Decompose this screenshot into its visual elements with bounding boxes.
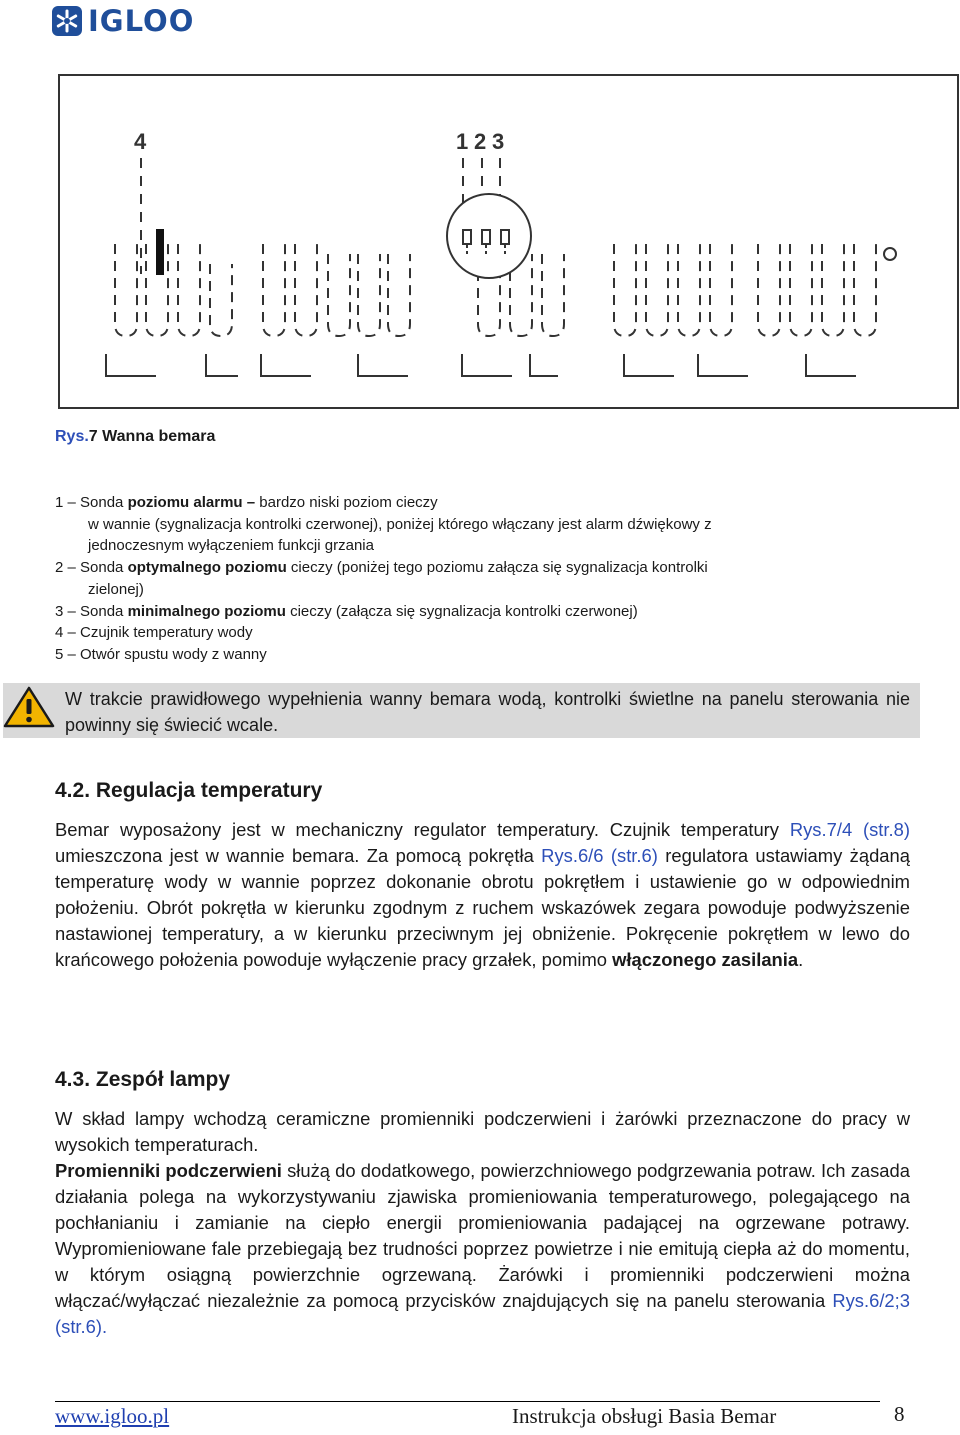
legend-item-2: 2 – Sonda optymalnego poziomu cieczy (poniżej tego poziomu załącza się sygnalizacja kontrolki [55, 559, 708, 577]
page-number: 8 [894, 1402, 905, 1426]
warning-triangle-icon [3, 686, 55, 728]
caption-ref: Rys. [55, 428, 89, 445]
label-1: 1 [456, 129, 469, 154]
logo-text: IGLOO [88, 4, 195, 38]
snowflake-icon [52, 6, 82, 36]
section-4-3-title: 4.3. Zespół lampy [55, 1068, 231, 1091]
section-4-3-body [55, 1106, 910, 1340]
bain-marie-diagram [58, 74, 960, 412]
legend-item-3: 3 – Sonda minimalnego poziomu cieczy (załącza się sygnalizacja kontrolki czerwonej) [55, 602, 638, 620]
legend-item-5: 5 – Otwór spustu wody z wanny [55, 645, 267, 663]
label-2: 2 [474, 129, 487, 154]
link-rys6-2-3[interactable]: Rys.6/2;3 (str.6). [55, 1290, 910, 1337]
legend-item-2-line2: zielonej) [88, 580, 144, 598]
label-4: 4 [134, 129, 147, 154]
label-3: 3 [492, 129, 505, 154]
caption-text: 7 Wanna bemara [88, 428, 216, 445]
footer-url-link[interactable]: www.igloo.pl [55, 1404, 170, 1428]
footer-title: Instrukcja obsługi Basia Bemar [512, 1404, 777, 1428]
legend-item-1-line2: w wannie (sygnalizacja kontrolki czerwonej), poniżej którego włączany jest alarm dźwiękowy z [88, 515, 712, 533]
warning-text: W trakcie prawidłowego wypełnienia wanny bemara wodą, kontrolki świetlne na panelu sterowania nie powinny się świecić wcale. [65, 689, 910, 735]
section-4-2-body: Bemar wyposażony jest w mechaniczny regulator temperatury. Czujnik temperatury Rys.7/4 (str.8) umieszczona jest w wannie bemara. Za pomocą pokrętła Rys.6/6 (str.6) regulatora ustawiamy żądaną temperaturę wody w wannie poprzez dokonanie obrotu pokrętłem i ustawienie go w odpowiednim położeniu. Obrót pokrętła w kierunku zgodnym z ruchem wskazówek zegara powoduje podwyższenie nastawionej temperatury, a w kierunku przeciwnym jej obniżenie. Pokręcenie pokrętłem w lewo do krańcowego położenia powoduje wyłączenie pracy grzałek, pomimo włączonego zasilania. [55, 819, 910, 970]
igloo-logo [52, 6, 194, 36]
figure-legend [55, 492, 915, 666]
link-rys7[interactable]: Rys.7/4 (str.8) [789, 819, 910, 840]
legend-item-1: 1 – Sonda poziomu alarmu – bardzo niski poziom cieczy [55, 494, 438, 511]
legend-item-1-line3: jednoczesnym wyłączeniem funkcji grzania [88, 537, 374, 555]
legend-item-4: 4 – Czujnik temperatury wody [55, 624, 253, 642]
section-4-3-para-2: Promienniki podczerwieni służą do dodatkowego, powierzchniowego podgrzewania potraw. Ich zasada działania polega na wykorzystywaniu zjawiska promieniowania temperaturowego, polegającego na pochłanianiu i zamianie na ciepło energii promieniowania padającej na ogrzewane potrawy. Wypromieniowane fale przebiegają bez trudności poprzez powietrze i nie emitują ciepła aż do momentu, w którym osiągną powierzchnie ogrzewaną. Żarówki i promienniki podczerwieni można włączać/wyłączać niezależnie za pomocą przycisków znajdujących się na panelu sterowania Rys.6/2;3 (str.6). [55, 1160, 910, 1337]
figure-caption [55, 428, 215, 446]
footer-divider [55, 1401, 880, 1402]
section-4-3-para-1: W skład lampy wchodzą ceramiczne promienniki podczerwieni i żarówki przeznaczone do pracy w wysokich temperaturach. [55, 1108, 910, 1155]
section-4-2-title: 4.2. Regulacja temperatury [55, 779, 323, 802]
link-rys6[interactable]: Rys.6/6 (str.6) [541, 845, 658, 866]
